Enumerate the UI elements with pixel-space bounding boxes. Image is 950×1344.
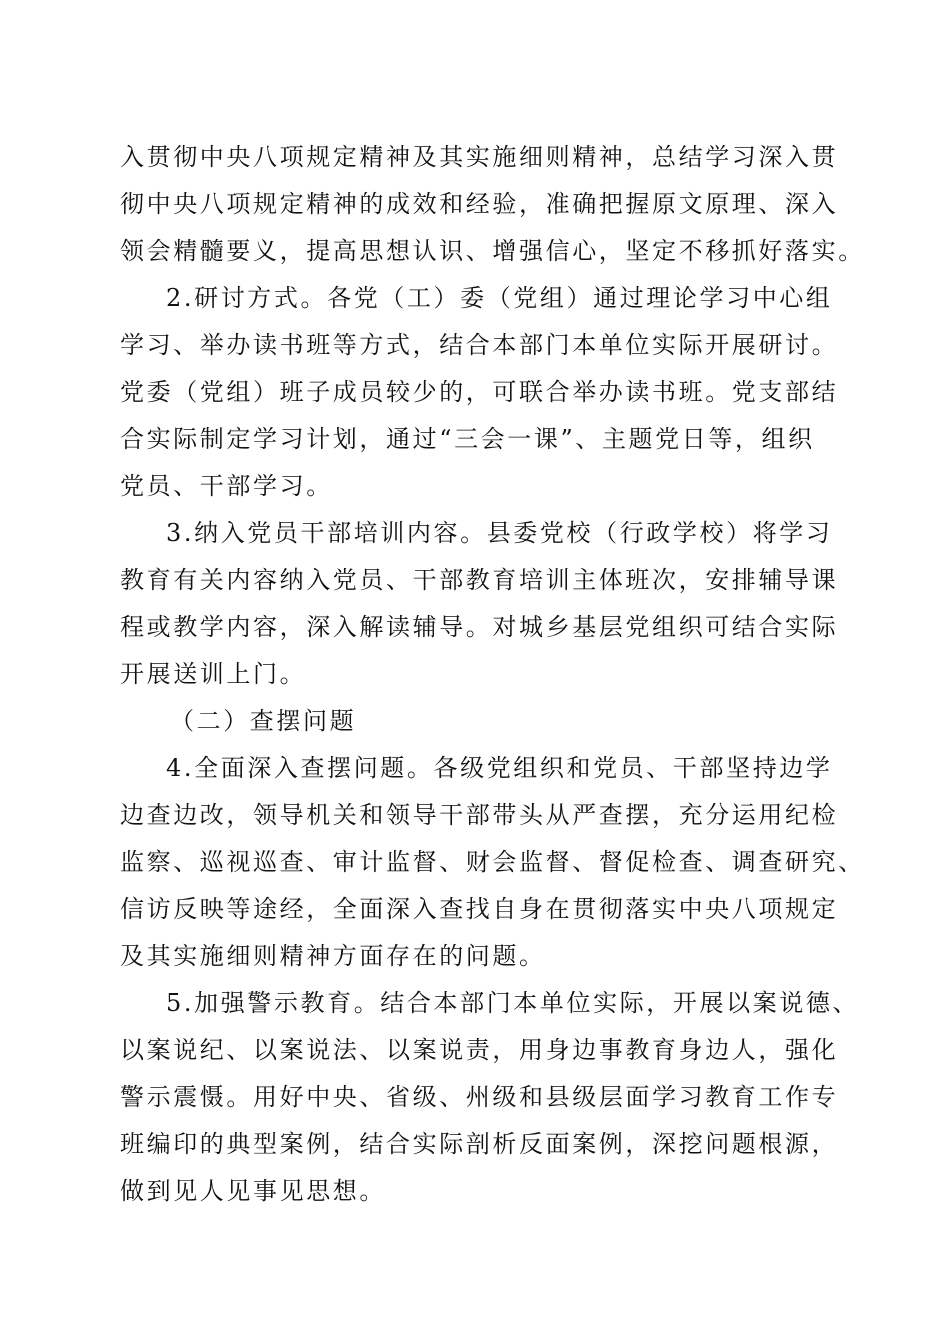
paragraph-line: 做到见人见事见思想。 [120, 1177, 386, 1205]
section-heading: （二）查摆问题 [170, 707, 357, 735]
paragraph-line: 合实际制定学习计划，通过“三会一课”、主题党日等，组织 [120, 425, 815, 453]
paragraph-line: 入贯彻中央八项规定精神及其实施细则精神，总结学习深入贯 [120, 143, 839, 171]
paragraph-line: 监察、巡视巡查、审计监督、财会监督、督促检查、调查研究、 [120, 848, 865, 876]
paragraph-line: 以案说纪、以案说法、以案说责，用身边事教育身边人，强化 [120, 1036, 839, 1064]
paragraph-line: 教育有关内容纳入党员、干部教育培训主体班次，安排辅导课 [120, 566, 839, 594]
paragraph-line: 信访反映等途经，全面深入查找自身在贯彻落实中央八项规定 [120, 895, 839, 923]
paragraph-line: 2.研讨方式。各党（工）委（党组）通过理论学习中心组 [166, 284, 833, 312]
paragraph-3 [120, 510, 840, 698]
document-body [120, 134, 865, 1215]
paragraph-line: 班编印的典型案例，结合实际剖析反面案例，深挖问题根源， [120, 1130, 839, 1158]
paragraph-line: 4.全面深入查摆问题。各级党组织和党员、干部坚持边学 [166, 754, 833, 782]
paragraph-4 [120, 745, 865, 980]
paragraph-line: 党委（党组）班子成员较少的，可联合举办读书班。党支部结 [120, 378, 839, 406]
paragraph-line: 党员、干部学习。 [120, 472, 333, 500]
paragraph-1 [120, 134, 865, 275]
paragraph-line: 程或教学内容，深入解读辅导。对城乡基层党组织可结合实际 [120, 613, 839, 641]
paragraph-line: 及其实施细则精神方面存在的问题。 [120, 942, 546, 970]
paragraph-2 [120, 275, 840, 510]
paragraph-line: 开展送训上门。 [120, 660, 307, 688]
paragraph-line: 彻中央八项规定精神的成效和经验，准确把握原文原理、深入 [120, 190, 839, 218]
paragraph-line: 5.加强警示教育。结合本部门本单位实际，开展以案说德、 [166, 989, 860, 1017]
paragraph-line: 3.纳入党员干部培训内容。县委党校（行政学校）将学习 [166, 519, 833, 547]
paragraph-line: 学习、举办读书班等方式，结合本部门本单位实际开展研讨。 [120, 331, 839, 359]
paragraph-line: 领会精髓要义，提高思想认识、增强信心，坚定不移抓好落实。 [120, 237, 865, 265]
paragraph-5 [120, 980, 860, 1215]
paragraph-line: 边查边改，领导机关和领导干部带头从严查摆，充分运用纪检 [120, 801, 839, 829]
paragraph-line: 警示震慑。用好中央、省级、州级和县级层面学习教育工作专 [120, 1083, 839, 1111]
